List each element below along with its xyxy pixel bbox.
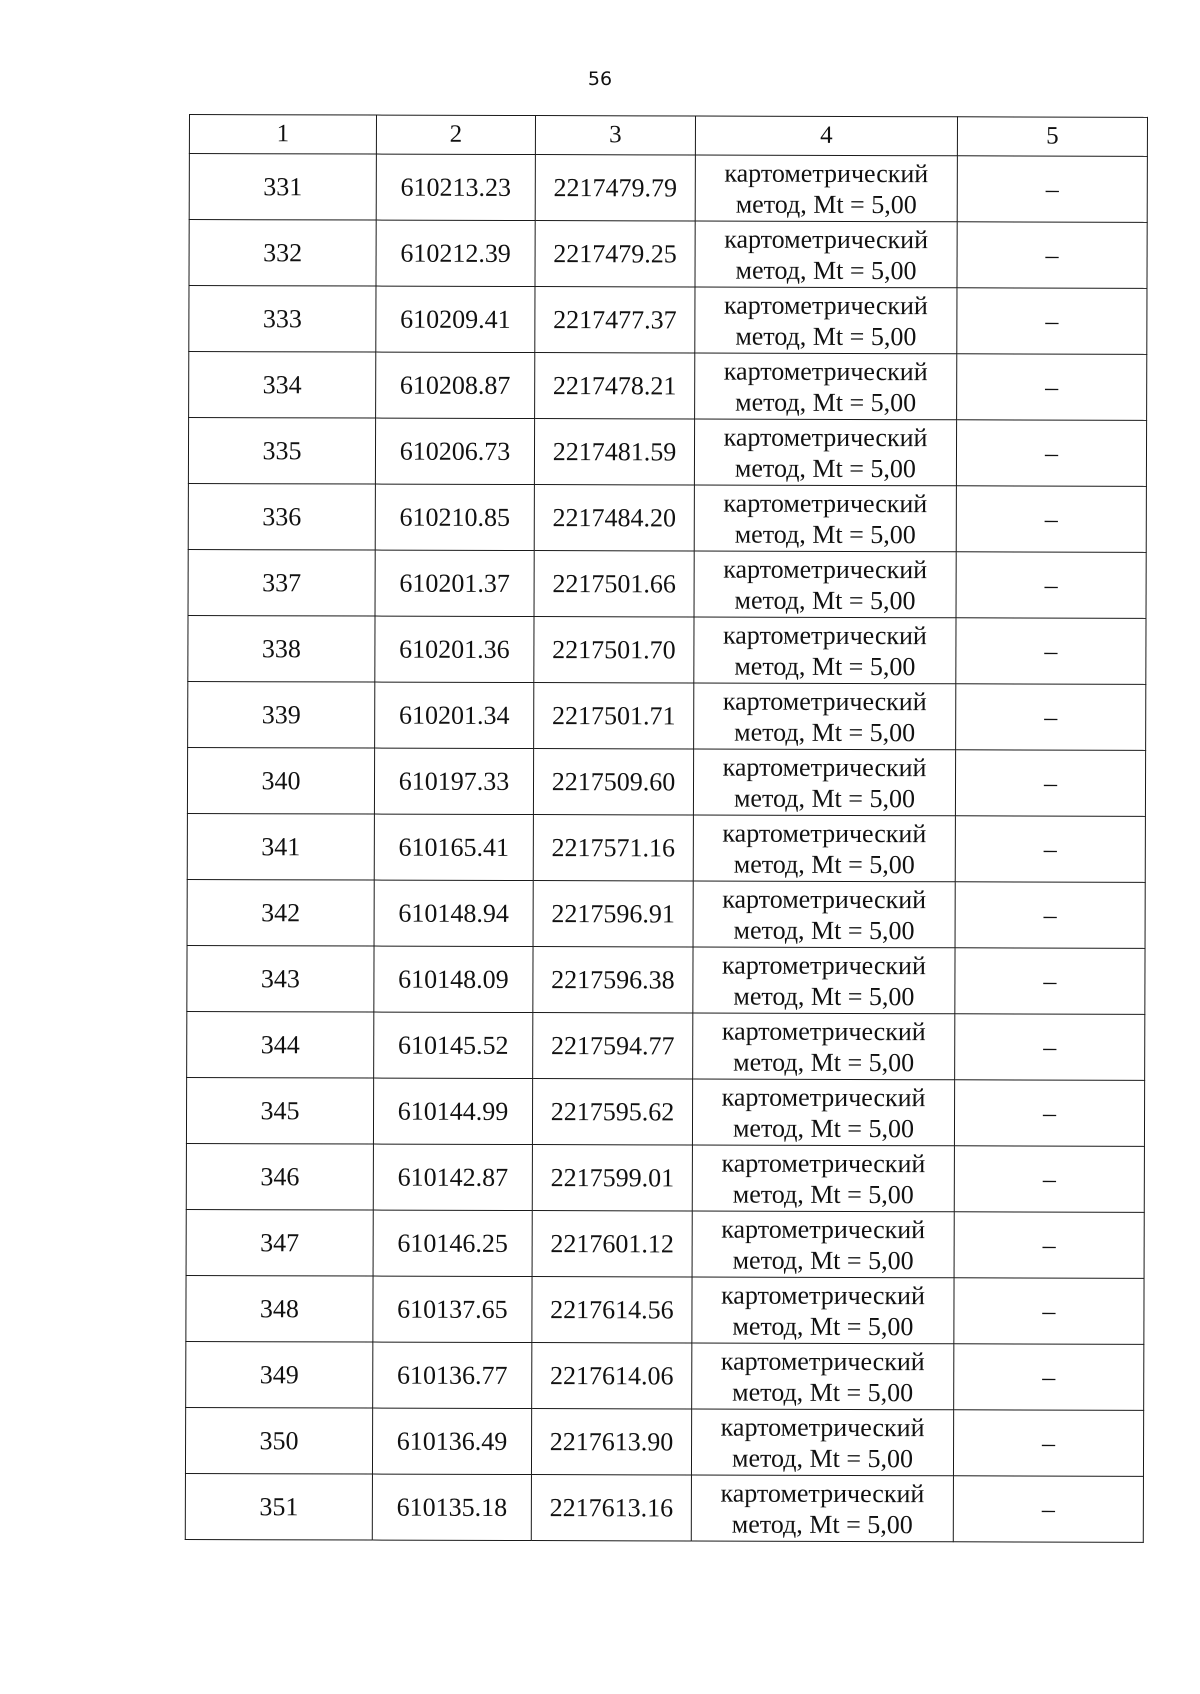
note-cell: – [955, 948, 1145, 1015]
method-line-2: метод, Mt = 5,00 [735, 255, 917, 285]
column-header-4: 4 [695, 116, 957, 156]
point-number-cell: 335 [188, 418, 375, 485]
y-coordinate-cell: 2217601.12 [532, 1211, 692, 1277]
method-line-2: метод, Mt = 5,00 [734, 651, 916, 681]
method-cell [692, 1079, 954, 1146]
note-cell: – [954, 1344, 1144, 1411]
method-cell [694, 617, 956, 684]
y-coordinate-cell: 2217479.79 [535, 155, 695, 221]
x-coordinate-cell: 610165.41 [374, 814, 533, 880]
method-line-2: метод, Mt = 5,00 [735, 189, 917, 219]
method-cell [692, 1343, 954, 1410]
method-line-1: картометрический [721, 1082, 926, 1112]
table-row [188, 681, 1146, 750]
method-cell [694, 683, 956, 750]
method-line-1: картометрический [721, 1148, 926, 1178]
method-line-2: метод, Mt = 5,00 [734, 717, 916, 747]
note-cell: – [955, 1014, 1145, 1081]
point-number-cell: 344 [187, 1011, 374, 1078]
note-cell: – [957, 288, 1147, 355]
y-coordinate-cell: 2217481.59 [534, 419, 694, 485]
y-coordinate-cell: 2217614.56 [532, 1277, 692, 1343]
column-header-5: 5 [957, 117, 1147, 157]
table-body [185, 154, 1147, 1543]
table-header-row [189, 115, 1147, 157]
x-coordinate-cell: 610201.34 [375, 682, 534, 748]
method-cell [694, 419, 956, 486]
table-row [189, 286, 1147, 355]
y-coordinate-cell: 2217594.77 [533, 1013, 693, 1079]
table-row [187, 1011, 1145, 1080]
y-coordinate-cell: 2217596.91 [533, 881, 693, 947]
method-cell [692, 1277, 954, 1344]
method-line-2: метод, Mt = 5,00 [732, 1113, 915, 1143]
note-cell: – [955, 750, 1145, 817]
y-coordinate-cell: 2217614.06 [532, 1343, 692, 1409]
point-number-cell: 347 [186, 1209, 373, 1276]
method-line-2: метод, Mt = 5,00 [731, 1443, 914, 1473]
note-cell: – [956, 618, 1146, 685]
table-row [186, 1341, 1144, 1410]
y-coordinate-cell: 2217477.37 [535, 287, 695, 353]
point-number-cell: 351 [185, 1473, 372, 1540]
note-cell: – [955, 882, 1145, 949]
note-cell: – [956, 552, 1146, 619]
method-line-2: метод, Mt = 5,00 [735, 387, 917, 417]
y-coordinate-cell: 2217596.38 [533, 947, 693, 1013]
column-header-2: 2 [376, 115, 535, 154]
x-coordinate-cell: 610213.23 [376, 154, 535, 220]
x-coordinate-cell: 610201.37 [375, 550, 534, 616]
table-row [186, 1209, 1144, 1278]
table-row [189, 352, 1147, 421]
method-cell [695, 155, 957, 222]
table-row [186, 1275, 1144, 1344]
method-line-1: картометрический [722, 752, 927, 782]
method-cell [695, 287, 957, 354]
x-coordinate-cell: 610146.25 [373, 1210, 532, 1276]
table-row [188, 418, 1146, 487]
note-cell: – [953, 1476, 1143, 1543]
note-cell: – [954, 1080, 1144, 1147]
table-row [187, 879, 1145, 948]
method-line-2: метод, Mt = 5,00 [734, 519, 916, 549]
method-line-2: метод, Mt = 5,00 [732, 1377, 914, 1407]
method-cell [691, 1409, 953, 1476]
y-coordinate-cell: 2217501.71 [534, 683, 694, 749]
point-number-cell: 346 [186, 1143, 373, 1210]
y-coordinate-cell: 2217599.01 [532, 1145, 692, 1211]
method-line-2: метод, Mt = 5,00 [733, 783, 916, 813]
point-number-cell: 342 [187, 879, 374, 946]
point-number-cell: 337 [188, 549, 375, 616]
method-cell [693, 1013, 955, 1080]
point-number-cell: 336 [188, 483, 375, 550]
column-header-3: 3 [535, 116, 695, 155]
method-cell [692, 1145, 954, 1212]
method-line-2: метод, Mt = 5,00 [732, 1179, 914, 1209]
method-cell [694, 551, 956, 618]
y-coordinate-cell: 2217479.25 [535, 221, 695, 287]
table-row [185, 1473, 1143, 1542]
x-coordinate-cell: 610136.77 [373, 1342, 532, 1408]
note-cell: – [955, 816, 1145, 883]
method-cell [694, 485, 956, 552]
table-row [188, 549, 1146, 618]
y-coordinate-cell: 2217509.60 [533, 749, 693, 815]
point-number-cell: 339 [188, 681, 375, 748]
table-row [189, 220, 1147, 289]
x-coordinate-cell: 610208.87 [376, 352, 535, 418]
note-cell: – [956, 486, 1146, 553]
table-row [187, 813, 1145, 882]
table-row [186, 1143, 1144, 1212]
x-coordinate-cell: 610201.36 [375, 616, 534, 682]
y-coordinate-cell: 2217478.21 [535, 353, 695, 419]
point-number-cell: 350 [185, 1407, 372, 1474]
point-number-cell: 343 [187, 945, 374, 1012]
point-number-cell: 332 [189, 220, 376, 287]
method-line-1: картометрический [723, 488, 928, 518]
note-cell: – [957, 156, 1147, 223]
x-coordinate-cell: 610148.94 [374, 880, 533, 946]
method-cell [695, 221, 957, 288]
method-line-1: картометрический [720, 1346, 925, 1376]
method-cell [693, 749, 955, 816]
note-cell: – [956, 420, 1146, 487]
x-coordinate-cell: 610145.52 [374, 1012, 533, 1078]
note-cell: – [956, 684, 1146, 751]
note-cell: – [957, 354, 1147, 421]
method-line-1: картометрический [720, 1412, 925, 1442]
method-line-1: картометрический [721, 1280, 925, 1310]
y-coordinate-cell: 2217595.62 [532, 1079, 692, 1145]
x-coordinate-cell: 610142.87 [373, 1144, 532, 1210]
method-cell [693, 815, 955, 882]
point-number-cell: 334 [189, 352, 376, 419]
point-number-cell: 331 [189, 154, 376, 221]
note-cell: – [954, 1212, 1144, 1279]
method-line-1: картометрический [721, 1214, 926, 1244]
note-cell: – [957, 222, 1147, 289]
point-number-cell: 345 [186, 1077, 373, 1144]
y-coordinate-cell: 2217613.16 [531, 1475, 691, 1541]
method-line-1: картометрический [721, 1016, 926, 1046]
x-coordinate-cell: 610212.39 [376, 220, 535, 286]
method-cell [693, 947, 955, 1014]
table-row [187, 747, 1145, 816]
method-line-1: картометрический [722, 686, 927, 716]
table-row [188, 615, 1146, 684]
method-line-1: картометрический [724, 224, 929, 254]
table-row [189, 154, 1147, 223]
method-line-2: метод, Mt = 5,00 [733, 981, 915, 1011]
method-line-2: метод, Mt = 5,00 [733, 849, 915, 879]
point-number-cell: 341 [187, 813, 374, 880]
method-cell [691, 1475, 953, 1542]
coordinates-table [185, 114, 1148, 1543]
method-line-2: метод, Mt = 5,00 [734, 585, 916, 615]
y-coordinate-cell: 2217501.70 [534, 617, 694, 683]
x-coordinate-cell: 610136.49 [372, 1408, 531, 1474]
x-coordinate-cell: 610206.73 [375, 418, 534, 484]
table-row [187, 945, 1145, 1014]
table-row [188, 483, 1146, 552]
x-coordinate-cell: 610137.65 [373, 1276, 532, 1342]
x-coordinate-cell: 610197.33 [374, 748, 533, 814]
method-line-1: картометрический [723, 290, 928, 320]
method-line-2: метод, Mt = 5,00 [732, 1311, 914, 1341]
method-line-1: картометрический [723, 620, 927, 650]
method-line-2: метод, Mt = 5,00 [734, 453, 916, 483]
method-line-1: картометрический [723, 554, 928, 584]
method-line-1: картометрический [722, 818, 927, 848]
page-number: 56 [587, 68, 613, 90]
note-cell: – [954, 1146, 1144, 1213]
method-cell [692, 1211, 954, 1278]
x-coordinate-cell: 610135.18 [372, 1474, 531, 1540]
method-line-2: метод, Mt = 5,00 [733, 915, 915, 945]
y-coordinate-cell: 2217501.66 [534, 551, 694, 617]
x-coordinate-cell: 610148.09 [374, 946, 533, 1012]
x-coordinate-cell: 610144.99 [373, 1078, 532, 1144]
point-number-cell: 333 [189, 286, 376, 353]
method-line-2: метод, Mt = 5,00 [733, 1047, 915, 1077]
point-number-cell: 349 [186, 1341, 373, 1408]
method-line-2: метод, Mt = 5,00 [735, 321, 917, 351]
method-line-1: картометрический [722, 950, 926, 980]
table-row [185, 1407, 1143, 1476]
method-line-1: картометрический [723, 422, 928, 452]
table-row [186, 1077, 1144, 1146]
y-coordinate-cell: 2217613.90 [531, 1409, 691, 1475]
method-line-1: картометрический [723, 356, 928, 386]
x-coordinate-cell: 610209.41 [376, 286, 535, 352]
method-line-2: метод, Mt = 5,00 [732, 1245, 914, 1275]
y-coordinate-cell: 2217571.16 [533, 815, 693, 881]
method-line-2: метод, Mt = 5,00 [731, 1509, 913, 1539]
point-number-cell: 338 [188, 615, 375, 682]
method-cell [695, 353, 957, 420]
method-line-1: картометрический [724, 158, 929, 188]
method-cell [693, 881, 955, 948]
column-header-1: 1 [189, 115, 376, 155]
point-number-cell: 340 [187, 747, 374, 814]
method-line-1: картометрический [722, 884, 927, 914]
x-coordinate-cell: 610210.85 [375, 484, 534, 550]
point-number-cell: 348 [186, 1275, 373, 1342]
note-cell: – [953, 1410, 1143, 1477]
method-line-1: картометрический [720, 1478, 925, 1508]
y-coordinate-cell: 2217484.20 [534, 485, 694, 551]
note-cell: – [954, 1278, 1144, 1345]
